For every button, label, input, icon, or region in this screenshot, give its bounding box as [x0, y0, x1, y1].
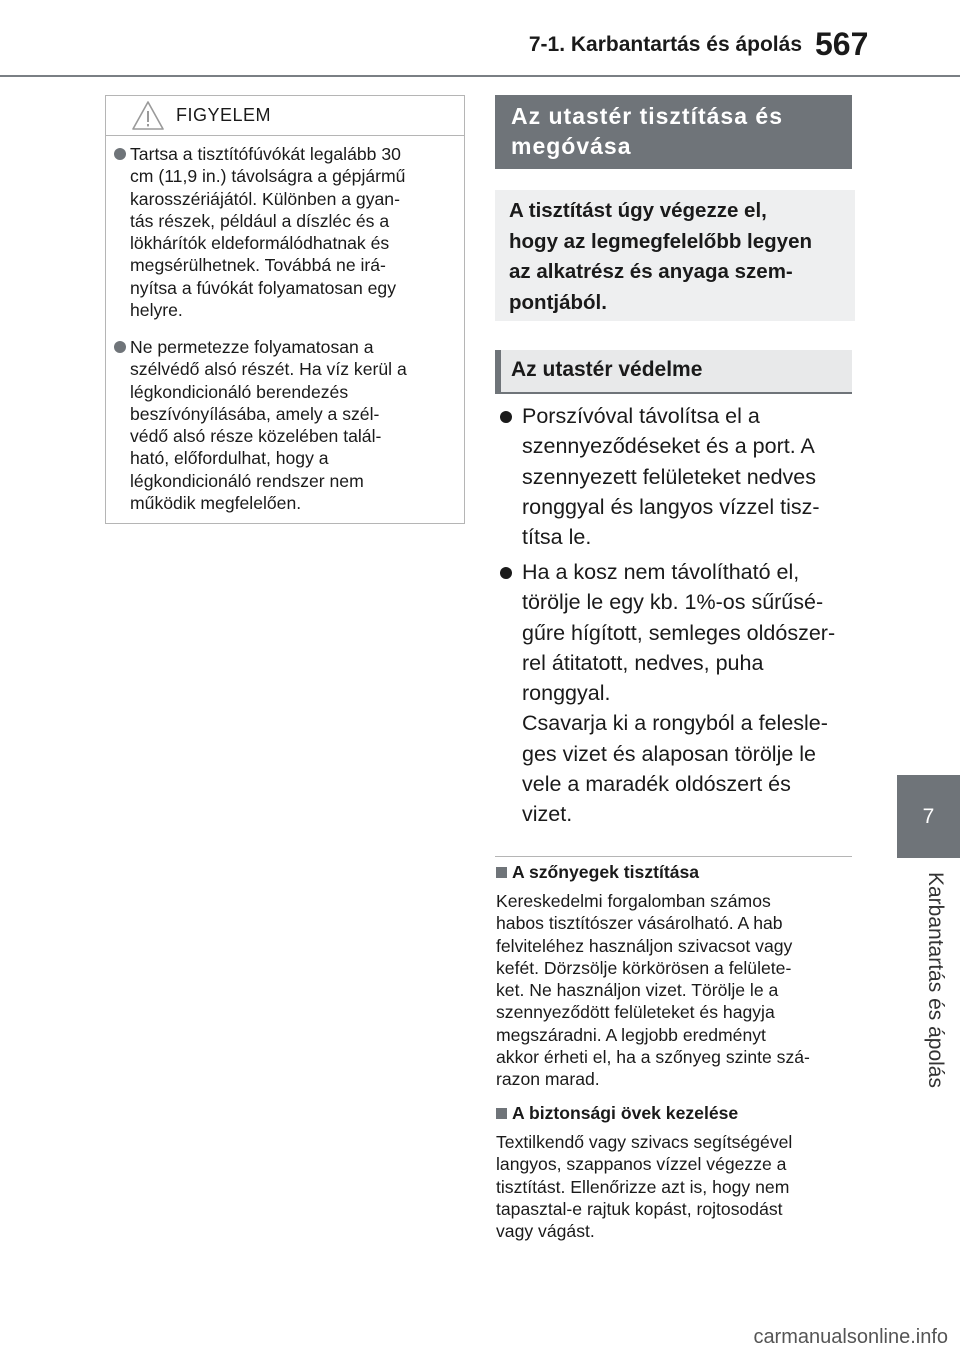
- intro-line: az alkatrész és anyaga szem-: [509, 260, 793, 283]
- warning-line: szélvédő alsó részét. Ha víz kerül a: [130, 359, 407, 380]
- header-rule: [0, 75, 960, 77]
- seatbelts-body: [496, 1131, 854, 1242]
- bullet-dot-icon: [500, 411, 512, 423]
- chapter-tab: [897, 858, 960, 1108]
- warning-line: Tartsa a tisztítófúvókát legalább 30: [130, 144, 401, 164]
- chapter-tab-number: 7: [897, 775, 960, 858]
- main-bullet-item: [500, 401, 845, 552]
- body-line: felviteléhez használjon szivacsot vagy: [496, 935, 793, 956]
- carpets-heading: [496, 862, 699, 883]
- section-heading-line: megóvása: [511, 133, 632, 159]
- bullet-line: törölje le egy kb. 1%-os sűrűsé-: [522, 590, 824, 615]
- warning-label: FIGYELEM: [176, 105, 272, 125]
- body-line: vagy vágást.: [496, 1221, 595, 1242]
- bullet-line: ronggyal.: [522, 681, 611, 706]
- section-divider: [495, 856, 852, 857]
- seatbelts-heading-text: A biztonsági övek kezelése: [512, 1103, 739, 1123]
- bullet-line: Ha a kosz nem távolítható el,: [522, 560, 800, 584]
- warning-header: [106, 96, 464, 136]
- bullet-dot-icon: [500, 567, 512, 579]
- warning-line: karosszériájától. Különben a gyan-: [130, 188, 400, 209]
- body-line: kefét. Dörzsölje körkörösen a felülete-: [496, 957, 792, 978]
- body-line: megszáradni. A legjobb eredményt: [496, 1024, 766, 1045]
- bullet-line: Porszívóval távolítsa el a: [522, 404, 760, 428]
- footer-watermark[interactable]: carmanualsonline.info: [753, 1326, 948, 1348]
- intro-line: hogy az legmegfelelőbb legyen: [509, 229, 813, 253]
- carpets-body: [496, 890, 854, 1091]
- bullet-dot-icon: [114, 148, 126, 160]
- warning-line: beszívónyílásába, amely a szél-: [130, 403, 380, 424]
- body-line: razon marad.: [496, 1069, 600, 1090]
- warning-line: megsérülhetnek. Továbbá ne irá-: [130, 255, 386, 276]
- body-line: akkor érheti el, ha a szőnyeg szinte szá-: [496, 1047, 810, 1068]
- bullet-line: Csavarja ki a rongyból a felesle-: [522, 711, 828, 736]
- subsection-heading: Az utastér védelme: [495, 350, 852, 394]
- body-line: ket. Ne használjon vizet. Törölje le a: [496, 980, 779, 1001]
- warning-line: védő alsó része közelében talál-: [130, 426, 382, 447]
- section-heading-line: Az utastér tisztítása és: [511, 103, 783, 129]
- warning-line: Ne permetezze folyamatosan a: [130, 337, 374, 357]
- running-header-title: 7-1. Karbantartás és ápolás: [528, 33, 802, 56]
- section-heading: [495, 95, 852, 169]
- warning-line: helyre.: [130, 300, 183, 321]
- square-bullet-icon: [496, 1108, 507, 1119]
- bullet-line: szennyeződéseket és a port. A: [522, 434, 815, 459]
- body-line: tisztítást. Ellenőrizze azt is, hogy nem: [496, 1176, 790, 1197]
- bullet-line: szennyezett felületeket nedves: [522, 464, 817, 489]
- carpets-heading-text: A szőnyegek tisztítása: [512, 862, 700, 882]
- body-line: langyos, szappanos vízzel végezze a: [496, 1154, 787, 1175]
- main-bullet-item: [500, 557, 845, 830]
- page-number: 567: [815, 26, 869, 62]
- body-line: habos tisztítószer vásárolható. A hab: [496, 913, 783, 934]
- warning-line: nyítsa a fúvókát folyamatosan egy: [130, 277, 397, 298]
- warning-line: lökhárítók eldeformálódhatnak és: [130, 233, 390, 254]
- bullet-line: gűre hígított, semleges oldószer-: [522, 620, 836, 645]
- warning-line: ható, előfordulhat, hogy a: [130, 448, 329, 469]
- body-line: szennyeződött felületeket és hagyja: [496, 1002, 775, 1023]
- body-line: Textilkendő vagy szivacs segítségével: [496, 1132, 793, 1152]
- bullet-line: ronggyal és langyos vízzel tisz-: [522, 494, 820, 519]
- bullet-line: títsa le.: [522, 525, 592, 550]
- warning-box: [105, 95, 465, 524]
- seatbelts-heading: [496, 1103, 738, 1124]
- warning-triangle-icon: [131, 100, 165, 132]
- warning-line: légkondicionáló berendezés: [130, 381, 349, 402]
- intro-line: pontjából.: [509, 290, 607, 314]
- chapter-tab-title: Karbantartás és ápolás: [924, 872, 947, 1088]
- warning-line: cm (11,9 in.) távolságra a gépjármű: [130, 166, 406, 187]
- bullet-line: ges vizet és alaposan törölje le: [522, 741, 817, 766]
- square-bullet-icon: [496, 867, 507, 878]
- intro-line: A tisztítást úgy végezze el,: [509, 199, 767, 222]
- bullet-dot-icon: [114, 341, 126, 353]
- bullet-line: rel átitatott, nedves, puha: [522, 650, 764, 675]
- warning-item: [114, 143, 459, 321]
- warning-item: [114, 336, 459, 514]
- warning-line: tás részek, például a díszléc és a: [130, 210, 390, 231]
- warning-line: működik megfelelően.: [130, 493, 302, 514]
- intro-box: [495, 190, 855, 321]
- bullet-line: vele a maradék oldószert és: [522, 772, 791, 797]
- bullet-line: vizet.: [522, 802, 573, 827]
- warning-line: légkondicionáló rendszer nem: [130, 470, 364, 491]
- body-line: tapasztal-e rajtuk kopást, rojtosodást: [496, 1198, 783, 1219]
- body-line: Kereskedelmi forgalomban számos: [496, 891, 771, 911]
